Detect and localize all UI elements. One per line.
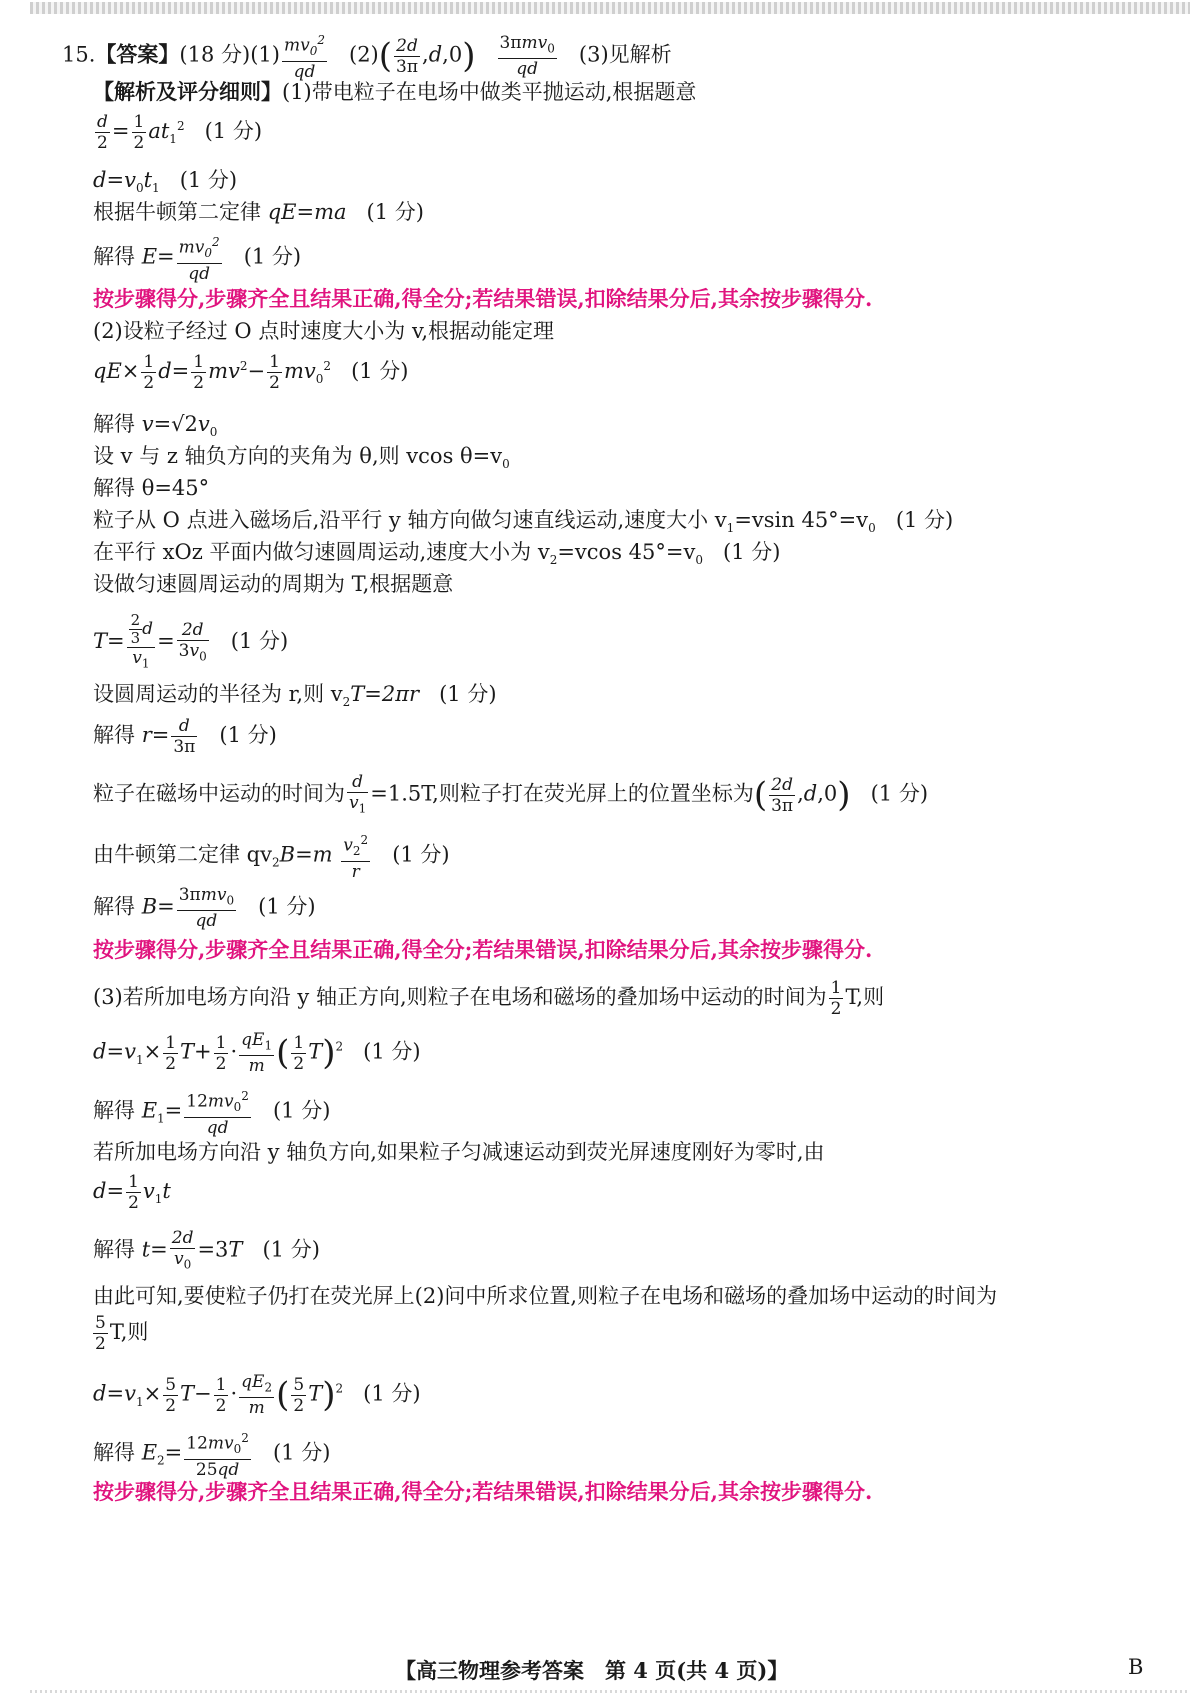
score: (1 分) [366, 200, 424, 224]
part2-intro: (2)设粒子经过 O 点时速度大小为 v,根据动能定理 [93, 319, 555, 343]
radius-eq: T=2πr [350, 682, 420, 706]
eq-E1: 解得 $E_1=$ $\frac{12mv_0^2}{qd}$ (1 分) [93, 1086, 330, 1138]
eq-T: T= $\frac{2}{3}$ d $v_1$ = $\frac{2d}{3v_0}$ (1 分) [93, 611, 289, 671]
eq-newton: 根据牛顿第二定律 qE=ma (1 分) [93, 200, 424, 224]
eq-t: 解得 t= $\frac{2d}{v_0}$ =3T (1 分) [93, 1228, 320, 1272]
scoring-rule: 按步骤得分,步骤齐全且结果正确,得全分;若结果错误,扣除结果分后,其余按步骤得分. [93, 1479, 873, 1504]
score: (1 分) [243, 244, 302, 269]
newton-text: 根据牛顿第二定律 [93, 200, 261, 224]
score: (1 分) [219, 723, 277, 747]
score: (1 分) [392, 842, 450, 867]
angle-text: 设 v 与 z 轴负方向的夹角为 θ,则 vcos θ=v [93, 444, 503, 468]
eq-d-half-v1t: d= $\frac{1}{2}$ $v_1t$ [93, 1172, 171, 1213]
answer-tag: 【答案】 [95, 41, 180, 67]
angle-line: 设 v 与 z 轴负方向的夹角为 θ,则 vcos $\theta=v_0$ [93, 444, 510, 472]
part3-intro-a: (3)若所加电场方向沿 y 轴正方向,则粒子在电场和磁场的叠加场中运动的时间为 [93, 985, 827, 1009]
time-text-a: 粒子在磁场中运动的时间为 [93, 781, 345, 806]
score: (1 分) [439, 682, 497, 706]
solve-label: 解得 [93, 476, 135, 500]
score: (1 分) [351, 359, 409, 383]
solve-label: 解得 [93, 723, 135, 747]
coord-x-fraction: $\frac{2d}{3\pi}$ [396, 35, 419, 77]
bottom-border [30, 1690, 1190, 1693]
time-line: 粒子在磁场中运动的时间为 $\frac{d}{v_1}$ =1.5T,则粒子打在荧光屏上的位置坐标为( $\frac{2d}{3\pi}$ ,d,0) (1 分) [93, 772, 929, 816]
plane-eq: =vcos 45°=v [557, 540, 696, 564]
theta-result: θ=45° [141, 476, 210, 500]
solve-label: 解得 [93, 894, 135, 919]
eq-d-E1: $d=v_1\times$ $\frac{1}{2}$ T+ $\frac{1}{2}$ · $\frac{qE_1}{m}$ ( $\frac{1}{2}$ T)$^2$ (1 分) [93, 1030, 421, 1077]
scoring-rule: 按步骤得分,步骤齐全且结果正确,得全分;若结果错误,扣除结果分后,其余按步骤得分. [93, 286, 873, 311]
scoring-rule: 按步骤得分,步骤齐全且结果正确,得全分;若结果错误,扣除结果分后,其余按步骤得分. [93, 937, 873, 962]
answer-line: 15.【答案】(18 分)(1) $\frac{mv_0^2}{qd}$ (2)( $\frac{2d}{3\pi}$ ,d,0) $\frac{3\pi mv_0}{qd}$ (3)见解析 [62, 30, 672, 82]
eq-r: 解得 r= $\frac{d}{3\pi}$ (1 分) [93, 716, 277, 757]
theta-line [93, 474, 209, 502]
solve-label: 解得 [93, 412, 135, 436]
solve-label: 解得 [93, 1237, 135, 1262]
score: (1 分) [272, 1098, 331, 1123]
answer-points: (18 分) [179, 42, 251, 67]
score: (1 分) [262, 1237, 320, 1262]
question-number: 15. [62, 42, 96, 67]
answer1-fraction: $\frac{mv_0^2}{qd}$ [282, 30, 327, 82]
score: (1 分) [272, 1440, 331, 1465]
score: (1 分) [870, 781, 929, 806]
analysis-intro: (1)带电粒子在电场中做类平抛运动,根据题意 [282, 80, 697, 104]
answer2b-fraction: $\frac{3\pi mv_0}{qd}$ [499, 32, 555, 80]
then-text: T,则 [109, 1320, 149, 1344]
eq-E: 解得 E= $\frac{mv_0^2}{qd}$ (1 分) [93, 232, 301, 284]
radius-text: 设圆周运动的半径为 r,则 v [93, 682, 343, 706]
footer-letter: B [1128, 1655, 1144, 1679]
part3-intro-b: T,则 [845, 985, 885, 1009]
five-half-T-line: $\frac{5}{2}$ T,则 [95, 1313, 149, 1354]
eq-B: 解得 B= $\frac{3\pi mv_0}{qd}$ (1 分) [93, 885, 316, 932]
conclusion-line: 由此可知,要使粒子仍打在荧光屏上(2)问中所求位置,则粒子在电场和磁场的叠加场中运动的时间为 [93, 1284, 998, 1308]
score: (1 分) [204, 119, 263, 143]
score: (1 分) [363, 1381, 421, 1406]
plane-line: 在平行 xOz 平面内做匀速圆周运动,速度大小为 $v_2=vcos$ $45^\circ=v_0$ (1 分) [93, 540, 781, 568]
top-border [30, 2, 1190, 14]
analysis-tag: 【解析及评分细则】 [93, 79, 282, 104]
eq-d-E2: $d=v_1\times$ $\frac{5}{2}$ T− $\frac{1}{2}$ · $\frac{qE_2}{m}$ ( $\frac{5}{2}$ T)$^2$ (1 分) [93, 1372, 421, 1419]
plane-text: 在平行 xOz 平面内做匀速圆周运动,速度大小为 v [93, 540, 550, 564]
score: (1 分) [258, 894, 316, 919]
analysis-heading [93, 78, 696, 106]
eq-E2: 解得 $E_2=$ $\frac{12mv_0^2}{25qd}$ (1 分) [93, 1428, 330, 1480]
eq-v: 解得 $v=√2v_0$ [93, 412, 218, 440]
enter-field-text: 粒子从 O 点进入磁场后,沿平行 y 轴方向做匀速直线运动,速度大小 v [93, 508, 727, 532]
solve-label: 解得 [93, 1440, 135, 1465]
score: (1 分) [363, 1039, 421, 1064]
enter-field-eq: =vsin 45°=v [734, 508, 869, 532]
score: (1 分) [230, 629, 289, 654]
solve-label: 解得 [93, 1098, 135, 1123]
part1-label: (1) [250, 42, 280, 67]
enter-field-line: 粒子从 O 点进入磁场后,沿平行 y 轴方向做匀速直线运动,速度大小 $v_1=vsin$ $45^\circ=v_0$ (1 分) [93, 508, 954, 536]
part3-intro: (3)若所加电场方向沿 y 轴正方向,则粒子在电场和磁场的叠加场中运动的时间为 $\frac{1}{2}$ T,则 [93, 978, 885, 1019]
time-text-b: =1.5T,则粒子打在荧光屏上的位置坐标为 [370, 781, 754, 806]
radius-line: 设圆周运动的半径为 r,则 $v_2T=2\pi r$ (1 分) [93, 682, 497, 710]
part2-label: (2) [349, 42, 379, 67]
lorentz-text: 由牛顿第二定律 qv [93, 842, 272, 867]
eq-d-v0t1: $d=v_0t_1$ (1 分) [93, 168, 238, 196]
eq-d-half: $\frac{d}{2}$ = $\frac{1}{2}$ $at_1^2$ (1 分) [97, 112, 263, 153]
score: (1 分) [723, 540, 781, 564]
eq-energy: qE× $\frac{1}{2}$ d= $\frac{1}{2}$ $mv^2-$ $\frac{1}{2}$ $mv_0^2$ (1 分) [93, 352, 409, 393]
lorentz-line: 由牛顿第二定律 $qv_2B=m$ $\frac{v_2^2}{r}$ (1 分) [93, 830, 450, 882]
score: (1 分) [179, 168, 238, 192]
footer-title: 【高三物理参考答案 第 4 页(共 4 页)】 [395, 1658, 789, 1683]
period-line: 设做匀速圆周运动的周期为 T,根据题意 [93, 572, 454, 596]
score: (1 分) [895, 508, 954, 532]
solve-label: 解得 [93, 244, 135, 269]
part3-answer: (3)见解析 [578, 42, 672, 67]
neg-dir-line: 若所加电场方向沿 y 轴负方向,如果粒子匀减速运动到荧光屏速度刚好为零时,由 [93, 1140, 825, 1164]
